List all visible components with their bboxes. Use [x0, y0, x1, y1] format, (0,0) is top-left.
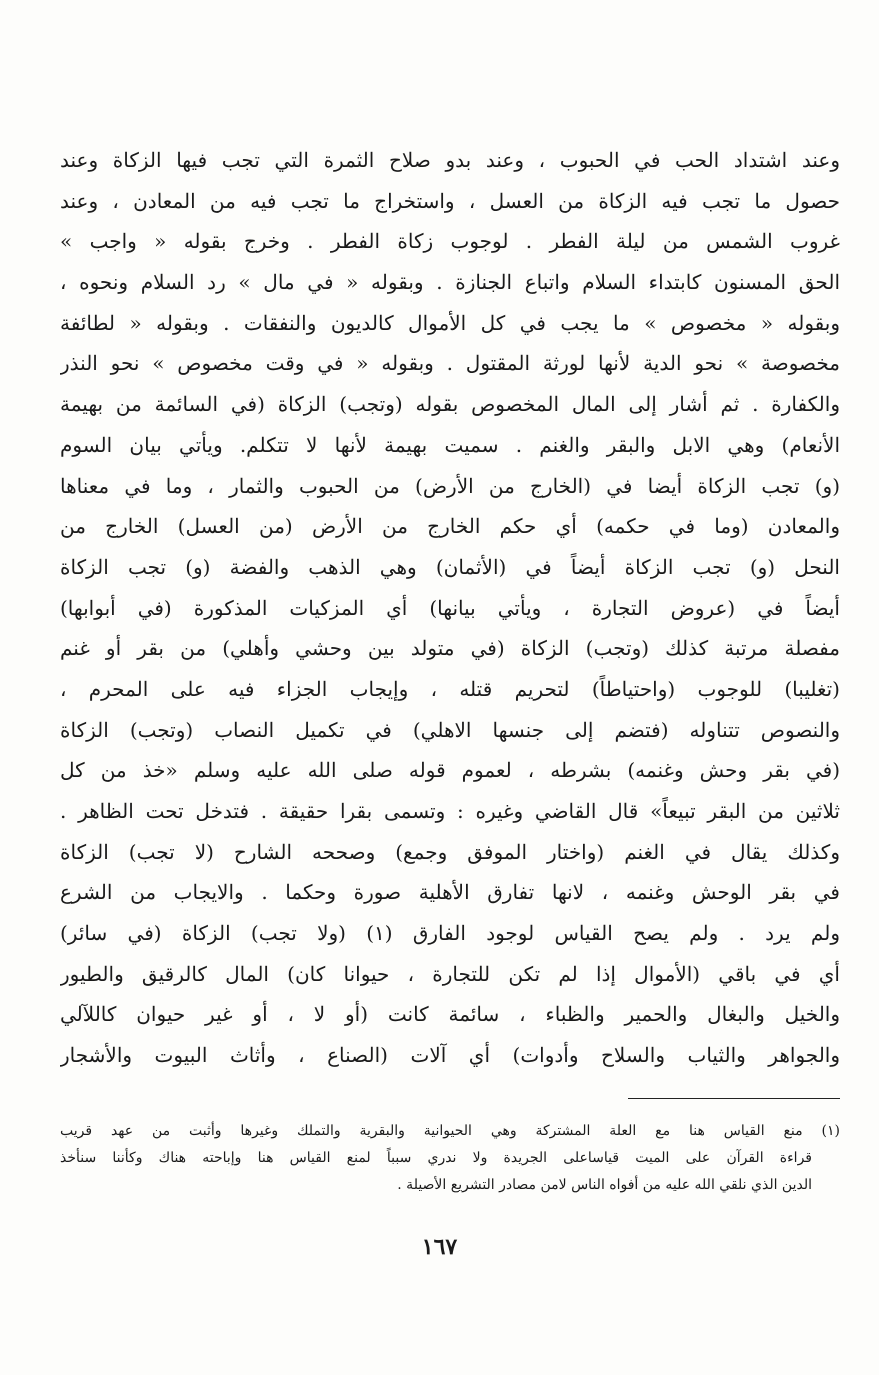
text-line-16: (في بقر وحش وغنمه) بشرطه ، لعموم قوله صلى الله عليه وسلم «خذ من كل [60, 758, 840, 783]
footnote-line-3: الدين الذي نلقي الله عليه من أفواه الناس لامن مصادر التشريع الأصيلة . [397, 1177, 812, 1193]
text-line-2: حصول ما تجب فيه الزكاة من العسل ، واستخراج ما تجب فيه من المعادن ، وعند [60, 188, 840, 213]
text-line-1: وعند اشتداد الحب في الحبوب ، وعند بدو صلاح الثمرة التي تجب فيها الزكاة وعند [60, 148, 840, 172]
text-line-13: مفصلة مرتبة كذلك (وتجب) الزكاة (في متولد بين وحشي وأهلي) من بقر أو غنم [60, 636, 840, 661]
text-line-10: والمعادن (وما في حكمه) أي حكم الخارج من الأرض (من العسل) الخارج من [60, 514, 840, 539]
text-line-5: وبقوله « مخصوص » ما يجب في كل الأموال كالديون والنفقات . وبقوله « لطائفة [60, 310, 840, 335]
footnote-line-2: قراءة القرآن على الميت قياساعلى الجريدة ولا ندري سبباً لمنع القياس هنا وإباحته هناك وكأننا سنأخذ [60, 1150, 812, 1166]
footnote-separator [628, 1098, 840, 1099]
text-line-7: والكفارة . ثم أشار إلى المال المخصوص بقوله (وتجب) الزكاة (في السائمة من بهيمة [60, 392, 840, 417]
page-number: ١٦٧ [421, 1234, 458, 1260]
text-line-20: ولم يرد . ولم يصح القياس لوجود الفارق (١) (ولا تجب) الزكاة (في سائر) [60, 921, 840, 946]
text-line-15: والنصوص تتناوله (فتضم إلى جنسها الاهلي) في تكميل النصاب (وتجب) الزكاة [60, 717, 840, 742]
text-line-19: في بقر الوحش وغنمه ، لانها تفارق الأهلية صورة وحكما . والايجاب من الشرع [60, 880, 840, 905]
text-line-17: ثلاثين من البقر تبيعاً» قال القاضي وغيره : وتسمى بقرا حقيقة . فتدخل تحت الظاهر . [60, 799, 840, 823]
text-line-14: (تغليبا) للوجوب (واحتياطاً) لتحريم قتله ، وإيجاب الجزاء فيه على المحرم ، [60, 676, 840, 701]
text-line-3: غروب الشمس من ليلة الفطر . لوجوب زكاة الفطر . وخرج بقوله « واجب » [60, 229, 840, 254]
text-line-22: والخيل والبغال والحمير والظباء ، سائمة كانت (أو لا ، أو غير حيوان كاللآلي [60, 1002, 840, 1027]
footnote-line-1: (١) منع القياس هنا مع العلة المشتركة وهي الحيوانية والبقرية والتملك وغيرها وأثبت من عهد قريب [60, 1123, 840, 1139]
text-line-4: الحق المسنون كابتداء السلام واتباع الجنازة . وبقوله « في مال » رد السلام ونحوه ، [60, 270, 840, 295]
main-text-block [60, 140, 840, 1076]
text-line-12: أيضاً في (عروض التجارة ، ويأتي بيانها) أي المزكيات المذكورة (في أبوابها) [60, 595, 840, 620]
text-line-18: وكذلك يقال في الغنم (واختار الموفق وجمع) وصححه الشارح (لا تجب) الزكاة [60, 839, 840, 864]
text-line-9: (و) تجب الزكاة أيضا في (الخارج من الأرض) من الحبوب والثمار ، وما في معناها [60, 473, 840, 498]
footnotes-block [60, 1118, 840, 1199]
text-line-8: الأنعام) وهي الابل والبقر والغنم . سميت بهيمة لأنها لا تتكلم. ويأتي بيان السوم [60, 432, 840, 457]
text-line-11: النحل (و) تجب الزكاة أيضاً في (الأثمان) وهي الذهب والفضة (و) تجب الزكاة [60, 554, 840, 579]
text-line-21: أي في باقي (الأموال إذا لم تكن للتجارة ، حيوانا كان) المال كالرقيق والطيور [60, 961, 840, 986]
text-line-23: والجواهر والثياب والسلاح وأدوات) أي آلات (الصناع ، وأثاث البيوت والأشجار [60, 1043, 840, 1068]
text-line-6: مخصوصة » نحو الدية لأنها لورثة المقتول . وبقوله « في وقت مخصوص » نحو النذر [60, 351, 840, 376]
